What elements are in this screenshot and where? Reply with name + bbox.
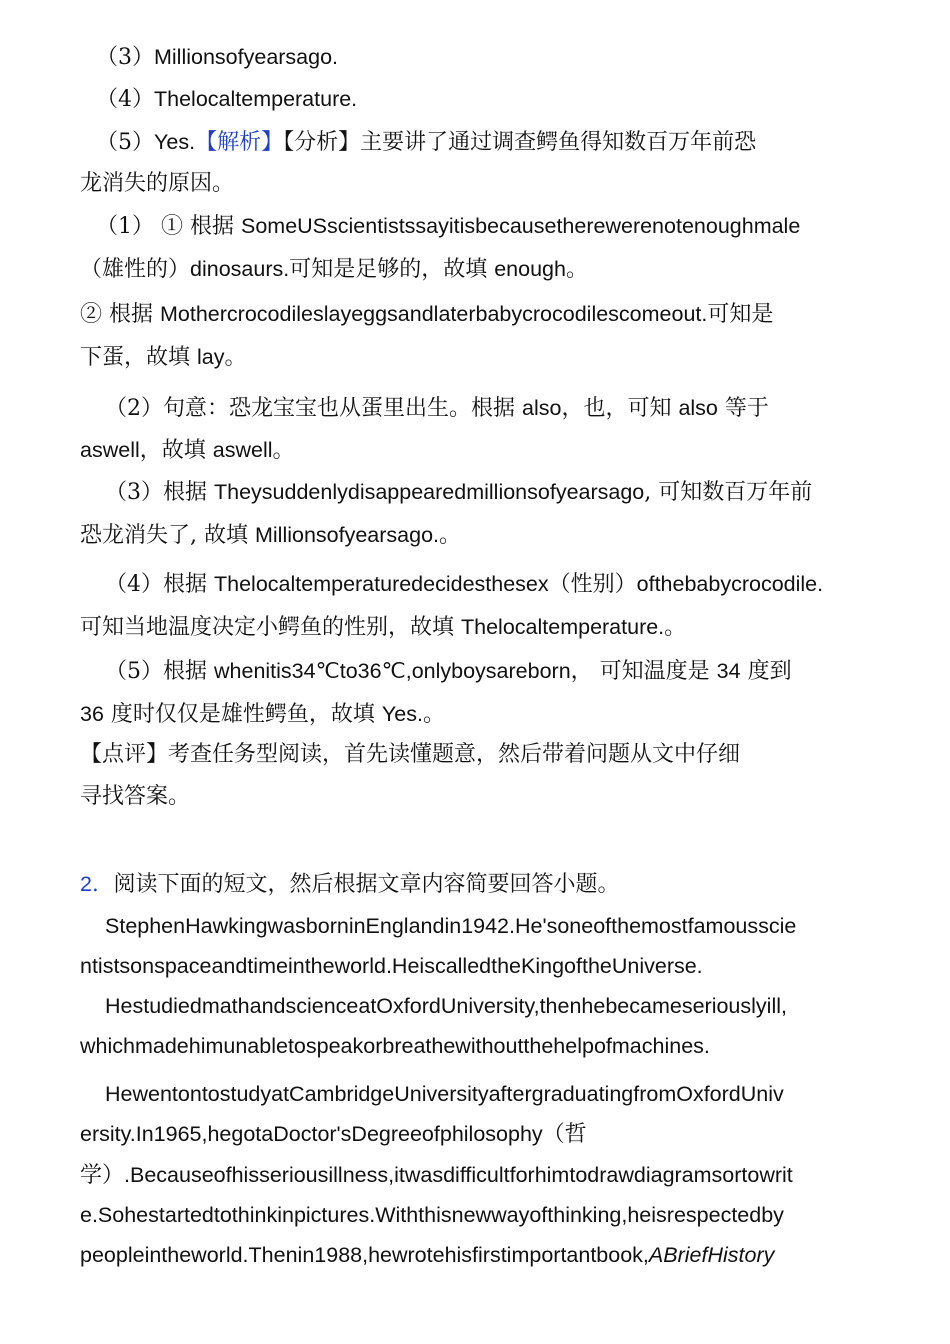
analysis-2-line-1: （2）句意：恐龙宝宝也从蛋里出生。根据 also，也，可知 also 等于 bbox=[105, 396, 769, 421]
analysis-summary-cont: 龙消失的原因。 bbox=[80, 171, 235, 196]
analysis-3-line-1: （3）根据 Theysuddenlydisappearedmillionsofyearsago, 可知数百万年前 bbox=[105, 480, 813, 505]
analysis-4-line-1: （4）根据 Thelocaltemperaturedecidesthesex（性别）ofthebabycrocodile. bbox=[105, 572, 824, 597]
analysis-5-line-2: 36 度时仅仅是雄性鳄鱼，故填 Yes.。 bbox=[80, 702, 445, 727]
analysis-4-line-2: 可知当地温度决定小鳄鱼的性别，故填 Thelocaltemperature.。 bbox=[80, 615, 687, 640]
analysis-1-line-2: （雄性的）dinosaurs.可知是足够的，故填 enough。 bbox=[80, 257, 588, 282]
passage-line: whichmadehimunabletospeakorbreathewithoutthehelpofmachines. bbox=[80, 1034, 710, 1058]
passage-line: peopleintheworld.Thenin1988,hewrotehisfirstimportantbook,ABriefHistory bbox=[80, 1243, 775, 1267]
analysis-3-line-2: 恐龙消失了, 故填 Millionsofyearsago.。 bbox=[80, 523, 462, 548]
question-2-prompt: 2．阅读下面的短文，然后根据文章内容简要回答小题。 bbox=[80, 872, 620, 897]
analysis-2-line-2: aswell，故填 aswell。 bbox=[80, 438, 295, 463]
review-line-2: 寻找答案。 bbox=[80, 784, 191, 809]
analysis-tag: 【解析】 bbox=[195, 130, 284, 155]
review-line-1: 【点评】考查任务型阅读，首先读懂题意，然后带着问题从文中仔细 bbox=[80, 742, 741, 767]
answer-3: （3）Millionsofyearsago. bbox=[96, 45, 339, 70]
analysis-1-line-4: 下蛋，故填 lay。 bbox=[80, 345, 247, 370]
passage-line: ntistsonspaceandtimeintheworld.HeiscalledtheKingoftheUniverse. bbox=[80, 954, 703, 978]
passage-line: HewentontostudyatCambridgeUniversityaftergraduatingfromOxfordUniv bbox=[105, 1082, 784, 1106]
passage-line: HestudiedmathandscienceatOxfordUniversity,thenhebecameseriouslyill, bbox=[105, 994, 787, 1018]
analysis-1-line-1: （1） ① 根据 SomeUSscientistssayitisbecausetherewerenotenoughmale bbox=[96, 214, 801, 239]
question-number: 2． bbox=[80, 872, 114, 896]
passage-line: 学）.Becauseofhisseriousillness,itwasdifficultforhimtodrawdiagramsortowrit bbox=[80, 1163, 793, 1188]
passage-line: ersity.In1965,hegotaDoctor'sDegreeofphilosophy（哲 bbox=[80, 1122, 587, 1147]
passage-line: StephenHawkingwasborninEnglandin1942.He'soneofthemostfamousscie bbox=[105, 914, 797, 938]
answer-4: （4）Thelocaltemperature. bbox=[96, 87, 358, 112]
analysis-1-line-3: ② 根据 Mothercrocodileslayeggsandlaterbabycrocodilescomeout.可知是 bbox=[80, 302, 774, 327]
answer-5: （5）Yes.【解析】【分析】主要讲了通过调查鳄鱼得知数百万年前恐 bbox=[96, 130, 757, 155]
passage-line: e.Sohestartedtothinkinpictures.Withthisnewwayofthinking,heisrespectedby bbox=[80, 1203, 784, 1227]
book-title: ABriefHistory bbox=[648, 1243, 775, 1267]
analysis-5-line-1: （5）根据 whenitis34℃to36℃,onlyboysareborn， 可知温度是 34 度到 bbox=[105, 659, 792, 684]
